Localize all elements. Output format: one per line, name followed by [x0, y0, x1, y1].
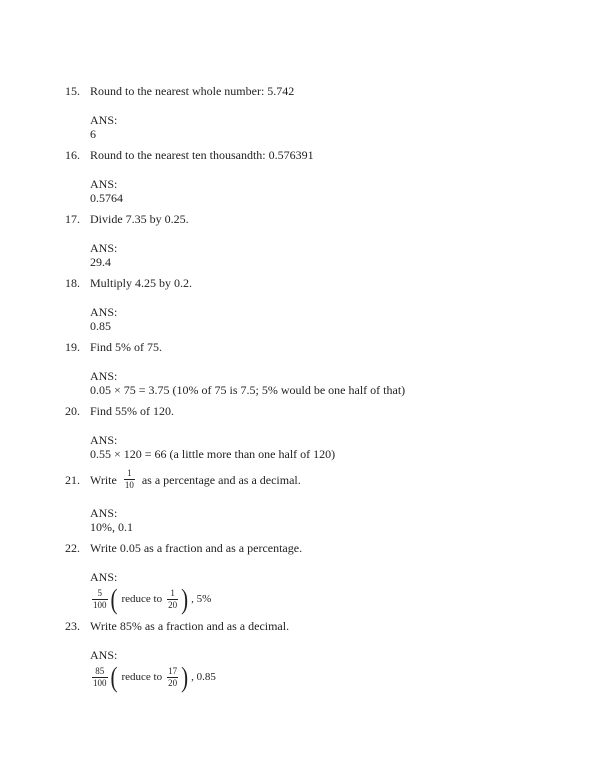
fraction-denominator: 20 [168, 677, 178, 688]
fraction [167, 666, 178, 689]
answer-label: ANS: [90, 570, 118, 584]
answer-text: 6 [90, 127, 96, 141]
question-text: Find 55% of 120. [90, 404, 174, 418]
paren-close: ) [181, 582, 189, 615]
answer-math [90, 582, 560, 615]
worksheet-item-15 [65, 84, 560, 141]
answer-mid-text: reduce to [121, 671, 163, 683]
fraction-denominator: 100 [93, 677, 107, 688]
question-text: Find 5% of 75. [90, 340, 162, 354]
paren-close: ) [181, 660, 189, 693]
answer-text: 0.55 × 120 = 66 (a little more than one half of 120) [90, 447, 336, 461]
question-row [65, 276, 560, 290]
fraction [167, 588, 178, 611]
question-number: 16. [65, 148, 80, 162]
fraction [92, 666, 108, 689]
worksheet-item-20 [65, 404, 560, 461]
answer-text: 0.85 [90, 319, 111, 333]
answer-label: ANS: [90, 648, 118, 662]
fraction [124, 468, 135, 491]
worksheet-item-19 [65, 340, 560, 397]
question-text: Write 85% as a fraction and as a decimal. [90, 619, 290, 633]
answer-label: ANS: [90, 506, 118, 520]
answer-block [90, 369, 560, 397]
question-number: 23. [65, 619, 80, 633]
question-text: Write 0.05 as a fraction and as a percentage. [90, 541, 303, 555]
answer-text: 0.5764 [90, 191, 123, 205]
fraction-numerator: 17 [168, 665, 178, 676]
question-row [65, 340, 560, 354]
question-number: 18. [65, 276, 80, 290]
question-number: 20. [65, 404, 80, 418]
question-text: Round to the nearest whole number: 5.742 [90, 84, 295, 98]
worksheet-item-16 [65, 148, 560, 205]
worksheet-item-21 [65, 468, 560, 534]
question-row [65, 541, 560, 555]
answer-label: ANS: [90, 369, 118, 383]
answer-mid-text: reduce to [121, 593, 163, 605]
question-text: Divide 7.35 by 0.25. [90, 212, 189, 226]
question-row [65, 84, 560, 98]
answer-label: ANS: [90, 177, 118, 191]
answer-math [90, 660, 560, 693]
answer-label: ANS: [90, 305, 118, 319]
question-text-suffix: as a percentage and as a decimal. [138, 472, 301, 487]
answer-block [90, 113, 560, 141]
answer-block [90, 177, 560, 205]
question-number: 22. [65, 541, 80, 555]
answer-block [90, 433, 560, 461]
answer-text: 10%, 0.1 [90, 520, 133, 534]
fraction-denominator: 100 [93, 599, 107, 610]
fraction-numerator: 5 [97, 587, 102, 598]
answer-suffix: , 5% [191, 593, 212, 605]
fraction-denominator: 10 [124, 480, 134, 490]
worksheet-item-18 [65, 276, 560, 333]
question-number: 19. [65, 340, 80, 354]
paren-open: ( [110, 582, 118, 615]
worksheet-item-23 [65, 619, 560, 693]
answer-label: ANS: [90, 241, 118, 255]
question-row [65, 619, 560, 633]
answer-text: 0.05 × 75 = 3.75 (10% of 75 is 7.5; 5% would be one half of that) [90, 383, 406, 397]
answer-label: ANS: [90, 113, 118, 127]
answer-block [90, 305, 560, 333]
fraction [92, 588, 108, 611]
worksheet-item-22 [65, 541, 560, 615]
answer-text: 29.4 [90, 255, 111, 269]
answer-block [90, 570, 560, 615]
question-text-prefix: Write [90, 472, 120, 487]
question-text: Multiply 4.25 by 0.2. [90, 276, 193, 290]
answer-block [90, 648, 560, 693]
fraction-numerator: 85 [95, 665, 105, 676]
question-number: 15. [65, 84, 80, 98]
worksheet-item-17 [65, 212, 560, 269]
fraction-numerator: 1 [127, 468, 132, 478]
question-number: 17. [65, 212, 80, 226]
question-row [65, 468, 560, 491]
answer-label: ANS: [90, 433, 118, 447]
paren-open: ( [110, 660, 118, 693]
fraction-numerator: 1 [170, 587, 175, 598]
answer-block [90, 506, 560, 534]
answer-suffix: , 0.85 [191, 671, 216, 683]
answer-block [90, 241, 560, 269]
question-text [90, 468, 301, 491]
question-row [65, 148, 560, 162]
question-text: Round to the nearest ten thousandth: 0.576391 [90, 148, 314, 162]
fraction-denominator: 20 [168, 599, 178, 610]
question-row [65, 404, 560, 418]
question-number: 21. [65, 472, 80, 487]
question-row [65, 212, 560, 226]
